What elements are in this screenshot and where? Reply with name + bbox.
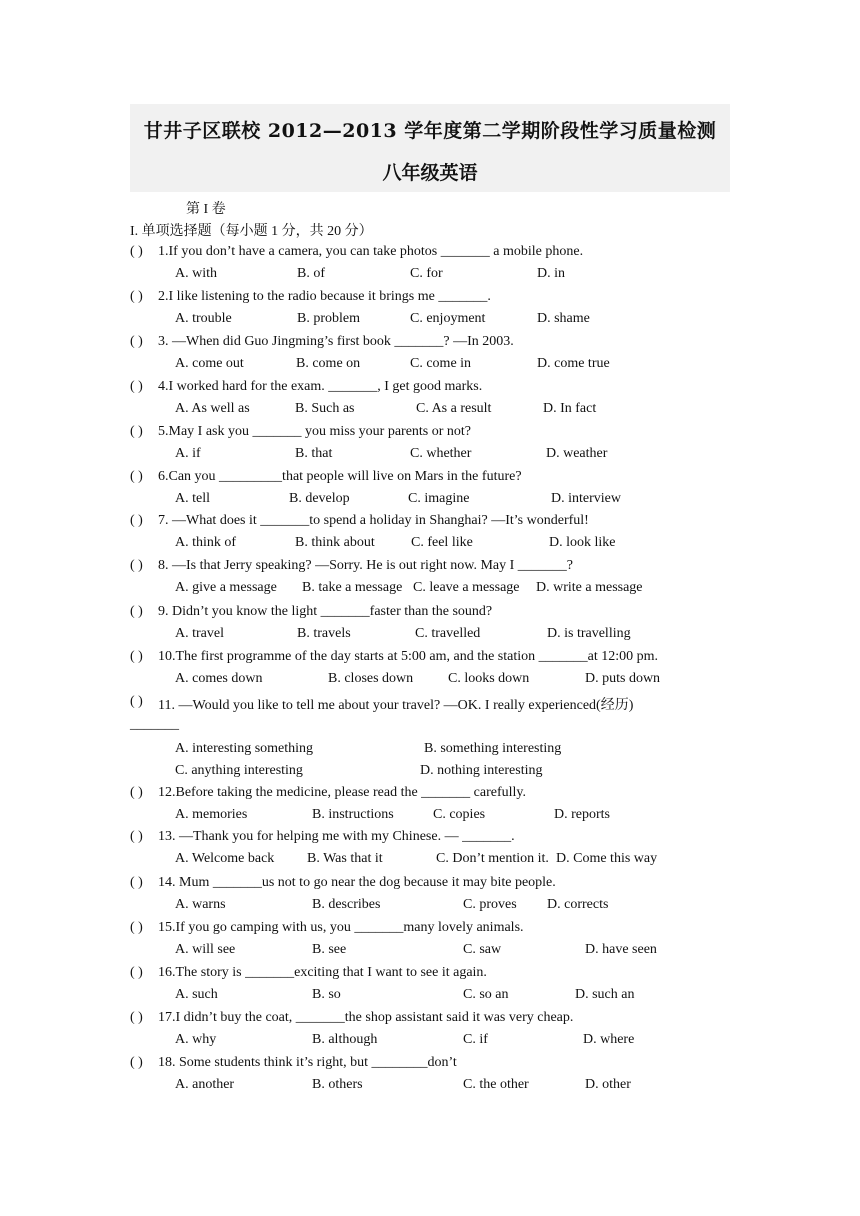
question-stem: 2.I like listening to the radio because it brings me _______. [158, 289, 491, 304]
option: A. such [175, 987, 218, 1002]
option: B. describes [312, 897, 381, 912]
option: B. Was that it [307, 851, 383, 866]
option: A. interesting something [175, 741, 314, 756]
option: C. Don’t mention it. [436, 851, 549, 866]
answer-blank[interactable]: ( ) [130, 513, 143, 528]
question-stem: 17.I didn’t buy the coat, _______the shop assistant said it was very cheap. [158, 1010, 574, 1025]
option: A. comes down [175, 671, 263, 686]
option: C. imagine [408, 491, 470, 506]
option: A. another [175, 1077, 235, 1092]
question-stem: 9. Didn’t you know the light _______faster than the sound? [158, 604, 493, 619]
option: A. trouble [175, 311, 232, 326]
option: D. Come this way [556, 851, 658, 866]
answer-blank[interactable]: ( ) [130, 649, 143, 664]
option: D. puts down [585, 671, 661, 686]
option: D. shame [537, 311, 590, 326]
option: A. why [175, 1032, 217, 1047]
question-stem: 8. —Is that Jerry speaking? —Sorry. He is out right now. May I _______? [158, 558, 574, 573]
option: B. come on [296, 356, 361, 371]
option: A. Welcome back [175, 851, 275, 866]
option: B. although [312, 1032, 378, 1047]
option: A. if [175, 446, 201, 461]
option: C. so an [463, 987, 509, 1002]
option: B. closes down [328, 671, 414, 686]
option: B. travels [297, 626, 351, 641]
option: B. take a message [302, 580, 403, 595]
option: C. saw [463, 942, 502, 957]
option: C. leave a message [413, 580, 520, 595]
answer-blank[interactable]: ( ) [130, 829, 143, 844]
option: D. corrects [547, 897, 609, 912]
option: C. As a result [416, 401, 492, 416]
question-stem: 18. Some students think it’s right, but ________don’t [158, 1055, 457, 1070]
answer-blank[interactable]: ( ) [130, 334, 143, 349]
option: A. warns [175, 897, 226, 912]
option: D. In fact [543, 401, 597, 416]
exam-title: 甘井子区联校 2012—2013 学年度第二学期阶段性学习质量检测 [143, 120, 717, 142]
question-stem: 16.The story is _______exciting that I want to see it again. [158, 965, 487, 980]
option: D. weather [546, 446, 608, 461]
option: C. travelled [415, 626, 481, 641]
option: D. look like [549, 535, 616, 550]
option: C. enjoyment [410, 311, 486, 326]
part-label: 第 I 卷 [186, 202, 226, 217]
option: B. that [295, 446, 333, 461]
option: D. reports [554, 807, 610, 822]
option: D. other [585, 1077, 631, 1092]
option: D. is travelling [547, 626, 631, 641]
option: A. As well as [175, 401, 250, 416]
option: C. whether [410, 446, 472, 461]
option: D. have seen [585, 942, 657, 957]
option: C. feel like [411, 535, 473, 550]
option: B. instructions [312, 807, 394, 822]
option: B. something interesting [424, 741, 562, 756]
option: C. anything interesting [175, 763, 303, 778]
option: D. in [537, 266, 565, 281]
answer-blank[interactable]: ( ) [130, 244, 143, 259]
option: D. where [583, 1032, 635, 1047]
question-stem: 12.Before taking the medicine, please read the _______ carefully. [158, 785, 527, 800]
option: D. such an [575, 987, 635, 1002]
answer-blank[interactable]: ( ) [130, 875, 143, 890]
option: A. memories [175, 807, 248, 822]
answer-blank[interactable]: ( ) [130, 289, 143, 304]
exam-subtitle: 八年级英语 [382, 162, 478, 184]
option: B. problem [297, 311, 360, 326]
option: A. tell [175, 491, 210, 506]
option: B. of [297, 266, 325, 281]
answer-blank[interactable]: ( ) [130, 604, 143, 619]
option: B. Such as [295, 401, 355, 416]
answer-blank[interactable]: ( ) [130, 424, 143, 439]
answer-blank[interactable]: ( ) [130, 1010, 143, 1025]
option: A. will see [175, 942, 236, 957]
option: C. proves [463, 897, 517, 912]
option: D. interview [551, 491, 621, 506]
answer-blank[interactable]: ( ) [130, 785, 143, 800]
answer-blank[interactable]: ( ) [130, 558, 143, 573]
option: B. others [312, 1077, 363, 1092]
answer-blank[interactable]: ( ) [130, 469, 143, 484]
answer-blank[interactable]: ( ) [130, 694, 143, 709]
option: A. with [175, 266, 217, 281]
option: C. looks down [448, 671, 530, 686]
question-stem: 4.I worked hard for the exam. _______, I get good marks. [158, 379, 483, 394]
question-stem: 7. —What does it _______to spend a holiday in Shanghai? —It’s wonderful! [158, 513, 589, 528]
option: A. come out [175, 356, 244, 371]
question-stem-continuation: _______ [130, 717, 179, 732]
answer-blank[interactable]: ( ) [130, 965, 143, 980]
question-stem: 3. —When did Guo Jingming’s first book _______? —In 2003. [158, 334, 514, 349]
question-stem: 10.The first programme of the day starts at 5:00 am, and the station _______at 12:00 pm. [158, 649, 659, 664]
question-stem: 5.May I ask you _______ you miss your parents or not? [158, 424, 472, 439]
option: C. come in [410, 356, 472, 371]
option: B. see [312, 942, 347, 957]
option: D. nothing interesting [420, 763, 543, 778]
section-title: I. 单项选择题（每小题 1 分，共 20 分） [130, 224, 373, 239]
question-stem: 15.If you go camping with us, you _______many lovely animals. [158, 920, 524, 935]
option: C. copies [433, 807, 486, 822]
option: C. for [410, 266, 443, 281]
option: A. give a message [175, 580, 277, 595]
answer-blank[interactable]: ( ) [130, 379, 143, 394]
answer-blank[interactable]: ( ) [130, 920, 143, 935]
question-stem: 14. Mum _______us not to go near the dog because it may bite people. [158, 875, 556, 890]
option: B. think about [295, 535, 375, 550]
option: D. come true [537, 356, 610, 371]
option: C. the other [463, 1077, 529, 1092]
answer-blank[interactable]: ( ) [130, 1055, 143, 1070]
question-stem: 11. —Would you like to tell me about your travel? —OK. I really experienced(经历) [158, 698, 634, 713]
option: C. if [463, 1032, 488, 1047]
question-stem: 13. —Thank you for helping me with my Chinese. — _______. [158, 829, 515, 844]
option: A. think of [175, 535, 237, 550]
option: A. travel [175, 626, 224, 641]
option: B. so [312, 987, 341, 1002]
option: B. develop [289, 491, 350, 506]
question-stem: 1.If you don’t have a camera, you can take photos _______ a mobile phone. [158, 244, 584, 259]
option: D. write a message [536, 580, 643, 595]
question-stem: 6.Can you _________that people will live on Mars in the future? [158, 469, 522, 484]
